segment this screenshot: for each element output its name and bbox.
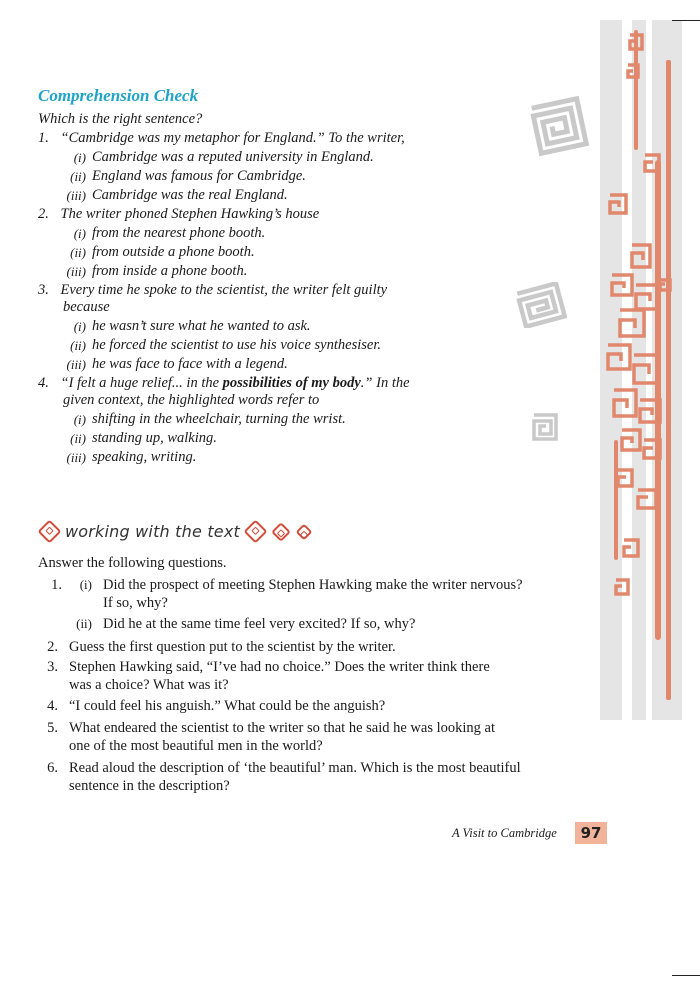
option bbox=[38, 336, 478, 355]
question-number: 2. bbox=[38, 206, 49, 222]
question-number: 5. bbox=[47, 720, 58, 736]
question-1-options bbox=[38, 148, 458, 205]
question-3-text-continued: because bbox=[63, 299, 110, 315]
question-text: Every time he spoke to the scientist, the writer felt guilty bbox=[60, 282, 388, 298]
question-line: “I could feel his anguish.” What could be the anguish? bbox=[69, 698, 386, 714]
option bbox=[38, 448, 478, 467]
option-label: (ii) bbox=[70, 169, 86, 184]
question-2-options bbox=[38, 224, 458, 281]
answer-question-1-ii bbox=[38, 615, 598, 635]
option-label: (i) bbox=[73, 226, 86, 241]
question-text-suffix: .” In the bbox=[360, 375, 410, 391]
question-1 bbox=[38, 129, 405, 148]
option-text: Cambridge was the real England. bbox=[92, 187, 288, 203]
option bbox=[38, 224, 458, 243]
crop-mark bbox=[672, 20, 700, 21]
option bbox=[38, 186, 458, 205]
option-label: (iii) bbox=[66, 264, 86, 279]
instructions: Answer the following questions. bbox=[38, 555, 227, 571]
option-label: (ii) bbox=[70, 338, 86, 353]
decorative-side-strip bbox=[600, 20, 682, 720]
option-text: he wasn’t sure what he wanted to ask. bbox=[92, 318, 311, 334]
option-label: (i) bbox=[73, 319, 86, 334]
option bbox=[38, 243, 458, 262]
option bbox=[38, 262, 458, 281]
option bbox=[38, 317, 478, 336]
option-text: from the nearest phone booth. bbox=[92, 225, 266, 241]
option-text: Cambridge was a reputed university in England. bbox=[92, 149, 374, 165]
sub-label: (ii) bbox=[76, 616, 92, 631]
question-text: “Cambridge was my metaphor for England.” To the writer, bbox=[60, 130, 405, 146]
option-text: standing up, walking. bbox=[92, 430, 217, 446]
question-number: 6. bbox=[47, 760, 58, 776]
option-text: from outside a phone booth. bbox=[92, 244, 255, 260]
option-label: (ii) bbox=[70, 245, 86, 260]
grey-spiral-icon bbox=[528, 95, 590, 157]
question-line: Stephen Hawking said, “I’ve had no choice.” Does the writer think there bbox=[69, 659, 490, 675]
comprehension-prompt: Which is the right sentence? bbox=[38, 111, 203, 127]
option bbox=[38, 355, 478, 374]
question-number: 1. bbox=[51, 577, 62, 593]
question-line: sentence in the description? bbox=[69, 778, 230, 794]
option bbox=[38, 410, 478, 429]
question-text-prefix: “I felt a huge relief... in the bbox=[60, 375, 223, 391]
option-label: (i) bbox=[73, 412, 86, 427]
question-number: 2. bbox=[47, 639, 58, 655]
question-line: Guess the first question put to the scientist by the writer. bbox=[69, 639, 396, 655]
crop-mark bbox=[672, 975, 700, 976]
option-label: (i) bbox=[73, 150, 86, 165]
question-line: Did he at the same time feel very excited? If so, why? bbox=[103, 616, 416, 632]
question-3-options bbox=[38, 317, 478, 374]
option-text: shifting in the wheelchair, turning the wrist. bbox=[92, 411, 346, 427]
question-number: 3. bbox=[47, 659, 58, 675]
running-footer-title: A Visit to Cambridge bbox=[452, 826, 557, 840]
question-line: one of the most beautiful men in the world? bbox=[69, 738, 323, 754]
working-with-text-heading bbox=[38, 522, 313, 541]
option-text: he was face to face with a legend. bbox=[92, 356, 288, 372]
question-line: was a choice? What was it? bbox=[69, 677, 229, 693]
question-4-text-continued: given context, the highlighted words refer to bbox=[63, 392, 320, 408]
question-2 bbox=[38, 205, 319, 224]
spiral-bullet-icon bbox=[295, 523, 312, 540]
question-line: Read aloud the description of ‘the beautiful’ man. Which is the most beautiful bbox=[69, 760, 521, 776]
grey-spiral-icon bbox=[531, 412, 559, 442]
option-text: speaking, writing. bbox=[92, 449, 197, 465]
question-line: Did the prospect of meeting Stephen Hawking make the writer nervous? bbox=[103, 577, 523, 593]
option bbox=[38, 148, 458, 167]
section-title: working with the text bbox=[65, 522, 240, 541]
option-label: (ii) bbox=[70, 431, 86, 446]
comprehension-check-heading: Comprehension Check bbox=[38, 86, 199, 105]
question-line: What endeared the scientist to the writer so that he said he was looking at bbox=[69, 720, 496, 736]
option-label: (iii) bbox=[66, 357, 86, 372]
sub-label: (i) bbox=[79, 577, 92, 592]
question-text: The writer phoned Stephen Hawking’s house bbox=[60, 206, 320, 222]
question-4-options bbox=[38, 410, 478, 467]
question-number: 4. bbox=[47, 698, 58, 714]
grey-spiral-icon bbox=[515, 282, 567, 328]
option-text: England was famous for Cambridge. bbox=[92, 168, 306, 184]
question-line: If so, why? bbox=[103, 595, 168, 611]
option bbox=[38, 167, 458, 186]
spiral-bullet-icon bbox=[243, 519, 267, 543]
highlighted-words: possibilities of my body bbox=[222, 375, 361, 391]
question-number: 1. bbox=[38, 130, 49, 146]
question-number: 3. bbox=[38, 282, 49, 298]
option-label: (iii) bbox=[66, 188, 86, 203]
question-number: 4. bbox=[38, 375, 49, 391]
option bbox=[38, 429, 478, 448]
option-text: from inside a phone booth. bbox=[92, 263, 248, 279]
option-label: (iii) bbox=[66, 450, 86, 465]
page-number: 97 bbox=[575, 822, 607, 844]
answer-question-1 bbox=[38, 576, 598, 616]
spiral-bullet-icon bbox=[271, 522, 291, 542]
option-text: he forced the scientist to use his voice synthesiser. bbox=[92, 337, 381, 353]
spiral-bullet-icon bbox=[37, 519, 61, 543]
